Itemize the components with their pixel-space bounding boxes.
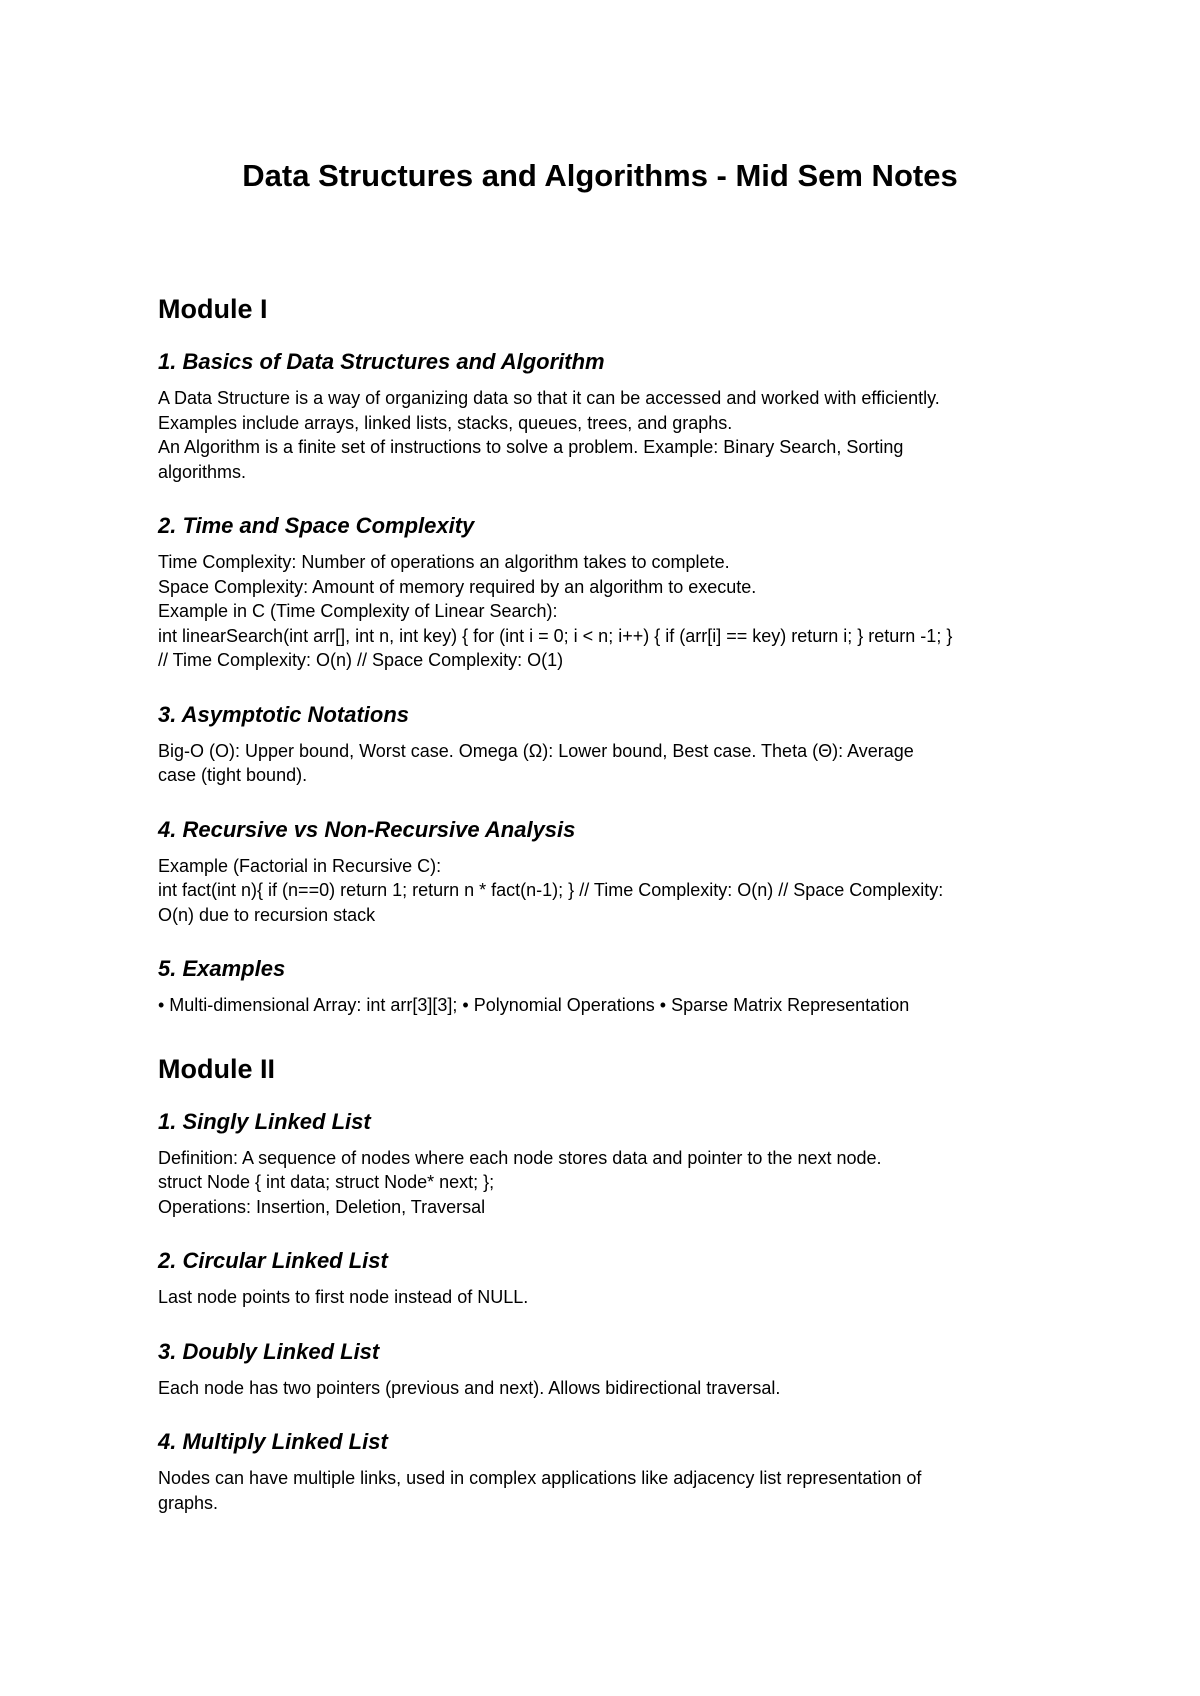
body-text-line: Big-O (O): Upper bound, Worst case. Omega (Ω): Lower bound, Best case. Theta (Θ): Average: [158, 740, 914, 761]
body-text-line: Definition: A sequence of nodes where each node stores data and pointer to the next node.: [158, 1147, 882, 1168]
document-body: [158, 292, 1058, 1549]
body-text-line: algorithms.: [158, 461, 247, 482]
body-text-line: O(n) due to recursion stack: [158, 904, 376, 925]
section-heading: 5. Examples: [158, 956, 286, 981]
body-text-line: Operations: Insertion, Deletion, Traversal: [158, 1196, 486, 1217]
body-text-line: Examples include arrays, linked lists, stacks, queues, trees, and graphs.: [158, 412, 733, 433]
body-text-line: Example in C (Time Complexity of Linear Search):: [158, 601, 558, 621]
section-heading: 2. Circular Linked List: [158, 1248, 388, 1273]
body-text-line: An Algorithm is a finite set of instructions to solve a problem. Example: Binary Search, Sorting: [158, 437, 904, 457]
section: [158, 955, 1058, 1018]
section: [158, 1428, 1058, 1515]
body-text-line: Example (Factorial in Recursive C):: [158, 855, 442, 876]
section: [158, 348, 1058, 484]
body-text-line: A Data Structure is a way of organizing data so that it can be accessed and worked with efficiently.: [158, 388, 940, 408]
section: [158, 1108, 1058, 1220]
body-text-line: int fact(int n){ if (n==0) return 1; return n * fact(n-1); } // Time Complexity: O(n) // Space Complexity:: [158, 880, 944, 900]
section: [158, 512, 1058, 673]
section-heading: 3. Doubly Linked List: [158, 1338, 380, 1364]
body-text-line: Each node has two pointers (previous and next). Allows bidirectional traversal.: [158, 1377, 781, 1398]
body-text-line: struct Node { int data; struct Node* next; };: [158, 1172, 495, 1192]
section-heading: 4. Multiply Linked List: [158, 1429, 388, 1454]
body-text-line: • Multi-dimensional Array: int arr[3][3]; • Polynomial Operations • Sparse Matrix Representation: [158, 995, 910, 1015]
section-heading: 4. Recursive vs Non-Recursive Analysis: [158, 816, 576, 842]
body-text-line: case (tight bound).: [158, 765, 308, 785]
section: [158, 816, 1058, 928]
section-heading: 3. Asymptotic Notations: [158, 701, 409, 727]
section-heading: 1. Singly Linked List: [158, 1108, 371, 1134]
section-heading: 1. Basics of Data Structures and Algorithm: [158, 349, 605, 374]
body-text-line: Space Complexity: Amount of memory required by an algorithm to execute.: [158, 576, 757, 597]
body-text-line: int linearSearch(int arr[], int n, int key) { for (int i = 0; i < n; i++) { if (arr[i] == key) return i; } return -1; }: [158, 625, 953, 646]
body-text-line: Nodes can have multiple links, used in complex applications like adjacency list representation of: [158, 1468, 922, 1488]
page-title: Data Structures and Algorithms - Mid Sem Notes: [242, 158, 958, 193]
section: [158, 1247, 1058, 1310]
section: [158, 1338, 1058, 1401]
section-heading: 2. Time and Space Complexity: [158, 513, 475, 538]
section: [158, 701, 1058, 788]
body-text-line: Last node points to first node instead of NULL.: [158, 1287, 529, 1307]
body-text-line: Time Complexity: Number of operations an algorithm takes to complete.: [158, 552, 730, 572]
body-text-line: graphs.: [158, 1492, 219, 1513]
module-heading: Module II: [158, 1053, 275, 1084]
module-heading: Module I: [158, 294, 268, 324]
body-text-line: // Time Complexity: O(n) // Space Complexity: O(1): [158, 650, 564, 670]
